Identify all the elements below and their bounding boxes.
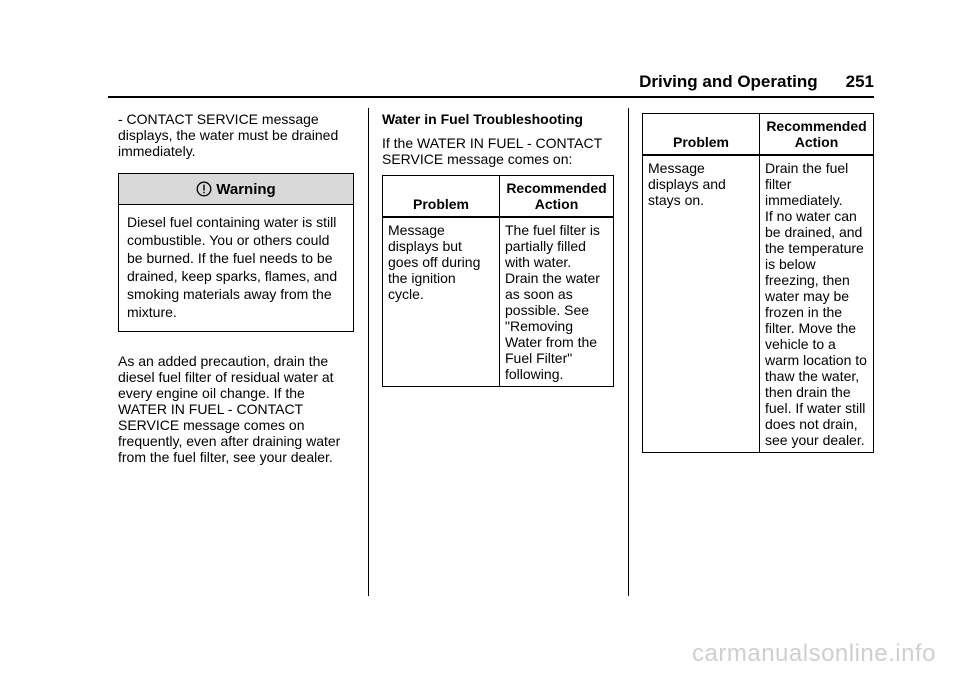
- table-row: [383, 217, 614, 387]
- troubleshooting-table-2: [642, 113, 874, 453]
- intro-paragraph: - CONTACT SERVICE message displays, the water must be drained immediately.: [118, 111, 339, 159]
- column-1: [118, 111, 354, 465]
- header-rule: [108, 96, 874, 98]
- troubleshooting-table-1: [382, 175, 614, 387]
- cell-problem: Message displays but goes off during the ignition cycle.: [383, 217, 500, 387]
- table-row: [643, 155, 874, 453]
- column-3: [642, 113, 876, 453]
- page-number: 251: [845, 72, 874, 91]
- page-header: [639, 72, 874, 92]
- cell-action: The fuel filter is partially filled with water. Drain the water as soon as possible. See "Removing Water from the Fuel Filter" following.: [500, 217, 614, 387]
- warning-header: [119, 174, 353, 205]
- warning-text: Diesel fuel containing water is still combustible. You or others could be burned. If the fuel needs to be drained, keep sparks, flames, and smoking materials away from the mixture.: [127, 214, 338, 320]
- watermark: carmanualsonline.info: [692, 640, 936, 667]
- troubleshooting-lead: If the WATER IN FUEL - CONTACT SERVICE message comes on:: [382, 135, 602, 167]
- troubleshooting-title: Water in Fuel Troubleshooting: [382, 111, 583, 127]
- warning-icon: [196, 181, 212, 197]
- cell-action: Drain the fuel filter immediately. If no water can be drained, and the temperature is below freezing, then water may be frozen in the filter. Move the vehicle to a warm location to thaw the water, then drain the fuel. If water still does not drain, see your dealer.: [760, 155, 874, 453]
- cell-problem: Message displays and stays on.: [643, 155, 760, 453]
- header-recommended-action: Recommended Action: [500, 176, 614, 218]
- warning-title: Warning: [216, 181, 276, 198]
- column-2: [382, 111, 616, 387]
- header-problem: Problem: [383, 176, 500, 218]
- column-divider: [368, 108, 369, 596]
- header-problem: Problem: [643, 114, 760, 156]
- warning-box: [118, 173, 354, 332]
- precaution-paragraph: As an added precaution, drain the diesel fuel filter of residual water at every engine oil change. If the WATER IN FUEL - CONTACT SERVICE message comes on frequently, even after draining water from the fuel filter, see your dealer.: [118, 353, 341, 465]
- section-title: Driving and Operating: [639, 72, 818, 91]
- header-recommended-action: Recommended Action: [760, 114, 874, 156]
- column-divider: [628, 108, 629, 596]
